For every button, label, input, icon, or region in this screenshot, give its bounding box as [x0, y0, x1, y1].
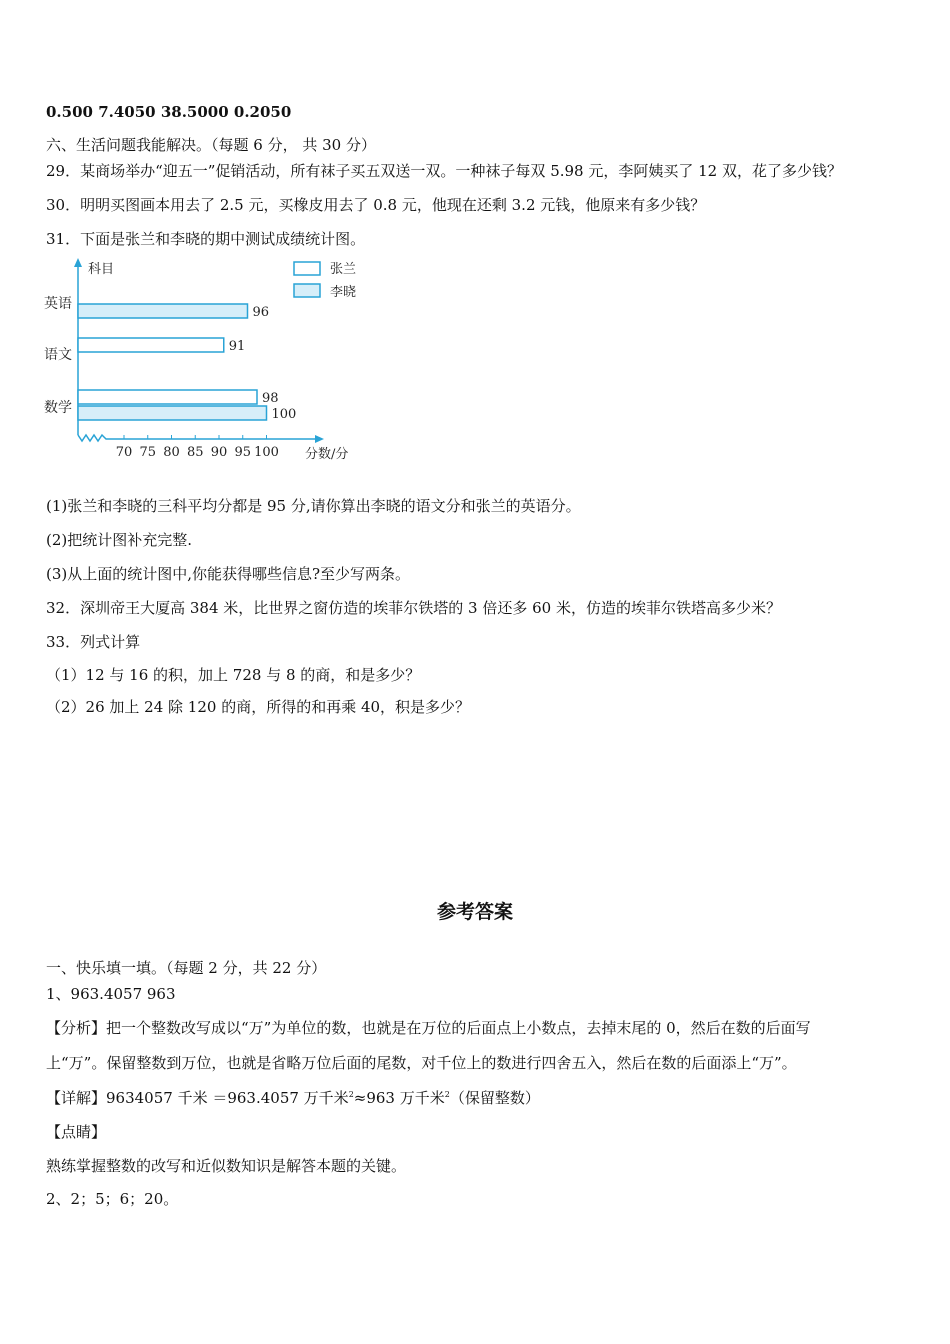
- x-tick-label-80: 80: [163, 445, 180, 460]
- x-tick-label-70: 70: [115, 445, 133, 460]
- legend-label-lixiao: 李晓: [330, 285, 357, 300]
- category-label-english: 英语: [44, 296, 72, 312]
- x-axis-title: 分数/分: [305, 447, 349, 462]
- category-label-math: 数学: [44, 400, 72, 416]
- legend-swatch-lixiao: [294, 284, 320, 297]
- question-29: 29．某商场举办“迎五一”促销活动，所有袜子买五双送一双。一种袜子每双 5.98 元，李阿姨买了 12 双，花了多少钱？: [46, 162, 842, 180]
- y-axis-title: 科目: [88, 262, 115, 277]
- bar-张兰-语文: [78, 338, 224, 352]
- detail-line: [46, 1088, 540, 1108]
- category-label-chinese: 语文: [44, 347, 72, 363]
- question-33-part-2: （2）26 加上 24 除 120 的商，所得的和再乘 40，积是多少？: [46, 698, 471, 716]
- answer-2: 2、2；5；6；20。: [46, 1190, 179, 1208]
- x-tick-label-90: 90: [210, 445, 228, 460]
- question-31: 31．下面是张兰和李晓的期中测试成绩统计图。: [46, 230, 366, 248]
- data-label-李晓-数学: 100: [271, 407, 297, 422]
- answer-title: 参考答案: [436, 901, 513, 923]
- section-six-heading: 六、生活问题我能解决。（每题 6 分， 共 30 分）: [46, 136, 376, 154]
- x-tick-label-85: 85: [186, 445, 204, 460]
- legend-swatch-zhanglan: [294, 262, 320, 275]
- x-tick-label-75: 75: [139, 445, 157, 460]
- question-31-part-1: (1)张兰和李晓的三科平均分都是 95 分,请你算出李晓的语文分和张兰的英语分。: [46, 497, 581, 515]
- question-33: 33．列式计算: [46, 633, 141, 651]
- detail-part-c: （保留整数）: [449, 1089, 540, 1107]
- legend-label-zhanglan: 张兰: [330, 262, 357, 277]
- detail-superscript-1: 2: [348, 1090, 354, 1099]
- dianjing-heading: 【点睛】: [46, 1123, 107, 1141]
- bar-李晓-英语: [78, 304, 248, 318]
- detail-part-a: 【详解】9634057 千米 ＝963.4057 万千米: [46, 1089, 349, 1107]
- answer-section-1-heading: 一、快乐填一填。（每题 2 分，共 22 分）: [46, 959, 327, 977]
- question-31-part-2: (2)把统计图补充完整.: [46, 531, 193, 549]
- bar-chart: [40, 255, 370, 470]
- question-31-part-3: (3)从上面的统计图中,你能获得哪些信息?至少写两条。: [46, 565, 411, 583]
- bar-李晓-数学: [78, 406, 267, 420]
- detail-superscript-2: 2: [444, 1090, 450, 1099]
- question-32: 32．深圳帝王大厦高 384 米，比世界之窗仿造的埃菲尔铁塔的 3 倍还多 60 米，仿造的埃菲尔铁塔高多少米？: [46, 599, 781, 617]
- x-tick-label-95: 95: [234, 445, 252, 460]
- analysis-line-2: 上“万”。保留整数到万位，也就是省略万位后面的尾数，对千位上的数进行四舍五入，然后在数的后面添上“万”。: [46, 1054, 797, 1072]
- top-values: 0.500 7.4050 38.5000 0.2050: [46, 103, 292, 121]
- data-label-李晓-英语: 96: [252, 305, 270, 320]
- detail-part-b: ≈963 万千米: [353, 1089, 445, 1107]
- x-tick-label-100: 100: [254, 445, 279, 460]
- y-axis-arrow: [74, 258, 82, 267]
- bar-张兰-数学: [78, 390, 257, 404]
- data-label-张兰-数学: 98: [262, 391, 279, 406]
- analysis-line-1: 【分析】把一个整数改写成以“万”为单位的数，也就是在万位的后面点上小数点，去掉末尾的 0，然后在数的后面写: [46, 1019, 811, 1037]
- data-label-张兰-语文: 91: [228, 339, 246, 354]
- answer-1: 1、963.4057 963: [46, 985, 176, 1003]
- question-33-part-1: （1）12 与 16 的积，加上 728 与 8 的商，和是多少？: [46, 666, 421, 684]
- dianjing-text: 熟练掌握整数的改写和近似数知识是解答本题的关键。: [46, 1157, 407, 1175]
- x-axis-arrow: [315, 435, 324, 443]
- axis-break: [78, 435, 112, 441]
- question-30: 30．明明买图画本用去了 2.5 元，买橡皮用去了 0.8 元，他现在还剩 3.2 元钱，他原来有多少钱？: [46, 196, 706, 214]
